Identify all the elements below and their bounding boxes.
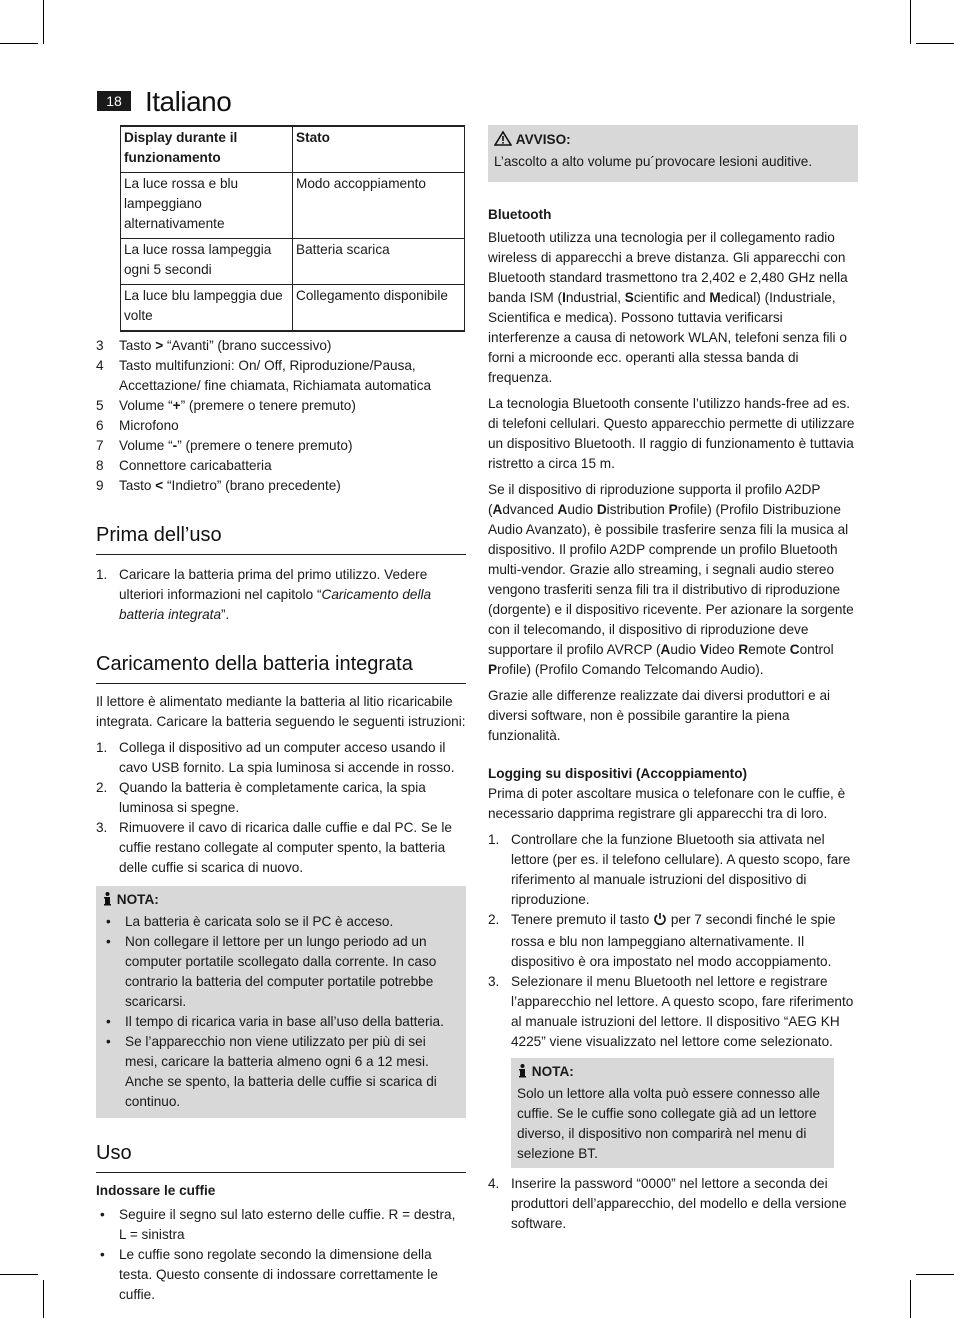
crop-mark bbox=[916, 1274, 954, 1275]
note-box bbox=[511, 1058, 834, 1168]
power-icon bbox=[653, 912, 667, 932]
list-item: 1. Controllare che la funzione Bluetooth sia attivata nel lettore (per es. il telefono cellulare). A questo scopo, fare riferimento al manuale istruzioni del dispositivo di riproduzione. bbox=[488, 832, 851, 907]
caricamento-intro: Il lettore è alimentato mediante la batteria al litio ricaricabile integrata. Caricare la batteria seguendo le seguenti istruzioni: bbox=[96, 694, 466, 729]
warning-text: L’ascolto a alto volume pu´provocare lesioni auditive. bbox=[494, 154, 813, 169]
status-table bbox=[120, 125, 465, 332]
list-item: 2. Tenere premuto il tasto per 7 secondi finché le spie rossa e blu non lampeggiano alternativamente. Il dispositivo è ora impostato nel modo accoppiamento. bbox=[488, 912, 836, 969]
bullet-icon: • bbox=[106, 1034, 111, 1049]
bluetooth-paragraph: Grazie alle differenze realizzate dai diversi produttori e ai diversi software, non è possibile garantire la piena funzionalità. bbox=[488, 688, 831, 743]
warning-box bbox=[488, 125, 858, 182]
list-item: 3. Selezionare il menu Bluetooth nel lettore e registrare l’apparecchio nel lettore. A questo scopo, fare riferimento al manuale istruzioni del lettore. Il dispositivo “AEG KH 4225” viene visualizzato nel lettore come selezionato. bbox=[488, 974, 854, 1049]
list-item: 1. Collega il dispositivo ad un computer acceso usando il cavo USB fornito. La spia luminosa si accende in rosso. bbox=[96, 740, 455, 775]
crop-mark bbox=[910, 0, 911, 44]
list-item: 3. Rimuovere il cavo di ricarica dalle cuffie e dal PC. Se le cuffie restano collegate al computer spento, la batteria delle cuffie si scarica di nuovo. bbox=[96, 820, 452, 875]
section-heading-uso: Uso bbox=[96, 1140, 466, 1173]
section-heading-prima: Prima dell’uso bbox=[96, 522, 466, 555]
page-number: 18 bbox=[97, 91, 131, 111]
list-item: 9 Tasto < “Indietro” (brano precedente) bbox=[96, 478, 341, 493]
note-text: Solo un lettore alla volta può essere connesso alle cuffie. Se le cuffie sono collegate già ad un lettore diverso, il dispositivo non comparirà nel menu di selezione BT. bbox=[517, 1086, 821, 1161]
bullet-icon: • bbox=[106, 1014, 111, 1029]
table-cell: La luce blu lampeggia due volte bbox=[121, 285, 293, 332]
warning-header: AVVISO: bbox=[494, 130, 852, 152]
table-row bbox=[121, 173, 465, 239]
logging-intro: Prima di poter ascoltare musica o telefonare con le cuffie, è necessario dapprima registrare gli apparecchi tra di loro. bbox=[488, 786, 846, 821]
table-header-cell: Stato bbox=[293, 126, 465, 173]
subheading: Bluetooth bbox=[488, 207, 552, 222]
list-item: 6 Microfono bbox=[96, 418, 179, 433]
left-column bbox=[96, 125, 466, 1305]
warning-icon bbox=[494, 131, 512, 152]
crop-mark bbox=[0, 43, 38, 44]
bullet-icon: • bbox=[100, 1207, 105, 1222]
list-item: 3 Tasto > “Avanti” (brano successivo) bbox=[96, 338, 332, 353]
note-header: NOTA: bbox=[102, 890, 460, 912]
table-cell: Modo accoppiamento bbox=[293, 173, 465, 239]
bullet-icon: • bbox=[100, 1247, 105, 1262]
subheading: Logging su dispositivi (Accoppiamento) bbox=[488, 766, 748, 781]
bluetooth-paragraph: Se il dispositivo di riproduzione supporta il profilo A2DP (Advanced Audio Distribution Profile) (Profilo Distribuzione Audio Avanzato), è possibile trasferire senza fili la musica al dispositivo. Il profilo A2DP comprende un profilo Bluetooth multi-vendor. Grazie allo streaming, i segnali audio stereo vengono trasferiti senza fili tra il distributivo di riproduzione (dorgente) e il dispositivo ricevente. Per azionare la sorgente con il telecomando, il dispositivo di riproduzione deve supportare il profilo AVRCP (Audio Video Remote Control Profile) (Profilo Comando Telcomando Audio). bbox=[488, 482, 854, 677]
subheading: Indossare le cuffie bbox=[96, 1183, 216, 1198]
info-icon bbox=[102, 892, 113, 912]
table-cell: La luce rossa lampeggia ogni 5 secondi bbox=[121, 239, 293, 285]
crop-mark bbox=[0, 1274, 38, 1275]
table-header-cell: Display durante il funzionamento bbox=[121, 126, 293, 173]
crop-mark bbox=[916, 43, 954, 44]
list-item: • Se l’apparecchio non viene utilizzato per più di sei mesi, caricare la batteria almeno ogni 6 a 12 mesi. Anche se spento, la batteria delle cuffie si scarica di continuo. bbox=[106, 1034, 437, 1109]
bullet-icon: • bbox=[106, 914, 111, 929]
section-heading-caricamento: Caricamento della batteria integrata bbox=[96, 651, 466, 684]
crop-mark bbox=[910, 1280, 911, 1318]
note-header: NOTA: bbox=[517, 1062, 828, 1084]
page-title: Italiano bbox=[145, 86, 232, 117]
list-item: • La batteria è caricata solo se il PC è acceso. bbox=[102, 912, 460, 932]
list-item: 1. Caricare la batteria prima del primo utilizzo. Vedere ulteriori informazioni nel capitolo “Caricamento della batteria integrata”. bbox=[96, 567, 432, 622]
list-item: • Le cuffie sono regolate secondo la dimensione della testa. Questo consente di indossare correttamente le cuffie. bbox=[100, 1247, 438, 1302]
list-item: 4. Inserire la password “0000” nel lettore a seconda dei produttori dell’apparecchio, del modello e della versione software. bbox=[488, 1176, 847, 1231]
list-item: 2. Quando la batteria è completamente carica, la spia luminosa si spegne. bbox=[96, 780, 426, 815]
bluetooth-paragraph: La tecnologia Bluetooth consente l’utilizzo hands-free ad es. di telefoni cellulari. Questo apparecchio permette di utilizzare un dispositivo Bluetooth. Il raggio di funzionamento è tuttavia ristretto a circa 15 m. bbox=[488, 396, 855, 471]
right-column bbox=[488, 125, 858, 1234]
list-item: • Il tempo di ricarica varia in base all’uso della batteria. bbox=[102, 1012, 460, 1032]
table-row bbox=[121, 239, 465, 285]
table-header-row bbox=[121, 126, 465, 173]
parts-list bbox=[96, 336, 466, 496]
crop-mark bbox=[43, 1280, 44, 1318]
caricamento-steps bbox=[96, 738, 466, 878]
list-item: 7 Volume “-” (premere o tenere premuto) bbox=[96, 438, 353, 453]
table-cell: Collegamento disponibile bbox=[293, 285, 465, 332]
list-item: • Non collegare il lettore per un lungo periodo ad un computer portatile scollegato dalla corrente. In caso contrario la batteria del computer portatile potrebbe scaricarsi. bbox=[106, 934, 437, 1009]
note-box bbox=[96, 886, 466, 1118]
info-icon bbox=[517, 1064, 528, 1084]
table-cell: La luce rossa e blu lampeggiano alternativamente bbox=[121, 173, 293, 239]
table-row bbox=[121, 285, 465, 332]
list-item: 5 Volume “+” (premere o tenere premuto) bbox=[96, 398, 356, 413]
list-item: • Seguire il segno sul lato esterno delle cuffie. R = destra, L = sinistra bbox=[100, 1207, 456, 1242]
list-item: 8 Connettore caricabatteria bbox=[96, 458, 272, 473]
bluetooth-paragraph: Bluetooth utilizza una tecnologia per il collegamento radio wireless di apparecchi a breve distanza. Gli apparecchi con Bluetooth standard trasmettono tra 2,402 e 2,480 GHz nella banda ISM (Industrial, Scientific and Medical) (Industriale, Scientifica e medica). Possono tuttavia verificarsi interferenze a causa di netowork WLAN, telefoni senza fili o forni a microonde ecc. operanti alla stessa banda di frequenza. bbox=[488, 230, 848, 385]
crop-mark bbox=[43, 0, 44, 44]
bullet-icon: • bbox=[106, 934, 111, 949]
table-cell: Batteria scarica bbox=[293, 239, 465, 285]
logging-steps bbox=[488, 830, 858, 1052]
list-item: 4 Tasto multifunzioni: On/ Off, Riproduzione/Pausa, Accettazione/ fine chiamata, Richiamata automatica bbox=[96, 358, 432, 393]
